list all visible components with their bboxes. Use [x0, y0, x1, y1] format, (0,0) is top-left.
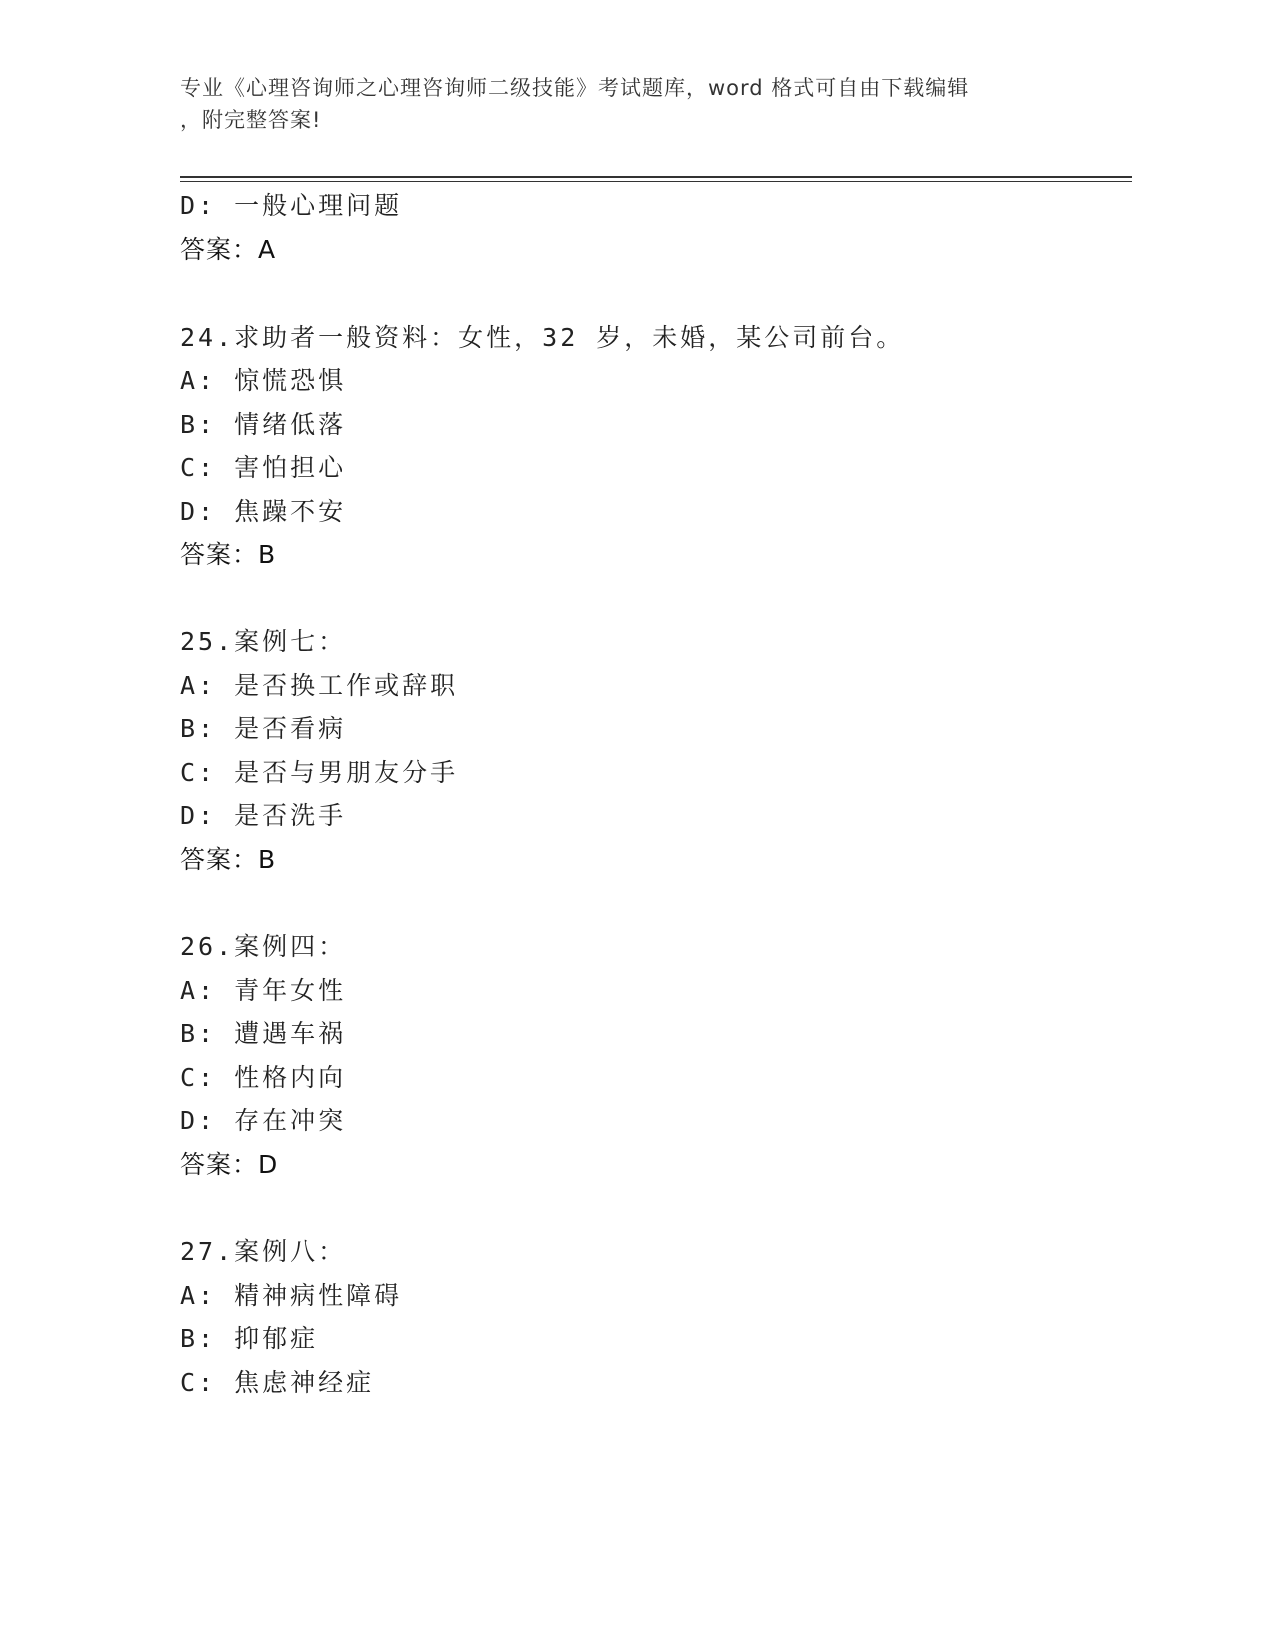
question-24-answer: 答案：B [180, 540, 277, 569]
prev-option-d: D: 一般心理问题 [180, 191, 403, 220]
question-26-option-d: D: 存在冲突 [180, 1106, 347, 1135]
question-24-option-c: C: 害怕担心 [180, 453, 347, 482]
question-26-option-b: B: 遭遇车祸 [180, 1019, 347, 1048]
question-26-answer: 答案：D [180, 1150, 279, 1179]
header-divider-thick [180, 176, 1132, 178]
question-25-option-c: C: 是否与男朋友分手 [180, 758, 459, 787]
question-27-option-c: C: 焦虑神经症 [180, 1368, 375, 1397]
question-25-option-d: D: 是否洗手 [180, 801, 347, 830]
question-25-option-b: B: 是否看病 [180, 714, 347, 743]
question-27-option-b: B: 抑郁症 [180, 1324, 319, 1353]
question-25-option-a: A: 是否换工作或辞职 [180, 671, 459, 700]
question-27-stem: 27.案例八： [180, 1237, 347, 1266]
question-25-answer: 答案：B [180, 845, 277, 874]
prev-answer: 答案：A [180, 235, 277, 264]
question-26-option-c: C: 性格内向 [180, 1063, 347, 1092]
question-24-stem: 24.求助者一般资料：女性，32 岁，未婚，某公司前台。 [180, 323, 905, 352]
header-line-1: 专业《心理咨询师之心理咨询师二级技能》考试题库，word 格式可自由下载编辑 [180, 76, 970, 100]
page-header [180, 72, 1080, 136]
header-divider-thin [180, 181, 1132, 182]
question-27-option-a: A: 精神病性障碍 [180, 1281, 403, 1310]
question-24-option-d: D: 焦躁不安 [180, 497, 347, 526]
question-26-stem: 26.案例四： [180, 932, 347, 961]
header-line-2: ，附完整答案! [180, 108, 322, 132]
question-24-option-b: B: 情绪低落 [180, 410, 347, 439]
question-24-option-a: A: 惊慌恐惧 [180, 366, 347, 395]
question-26-option-a: A: 青年女性 [180, 976, 347, 1005]
question-25-stem: 25.案例七： [180, 627, 347, 656]
